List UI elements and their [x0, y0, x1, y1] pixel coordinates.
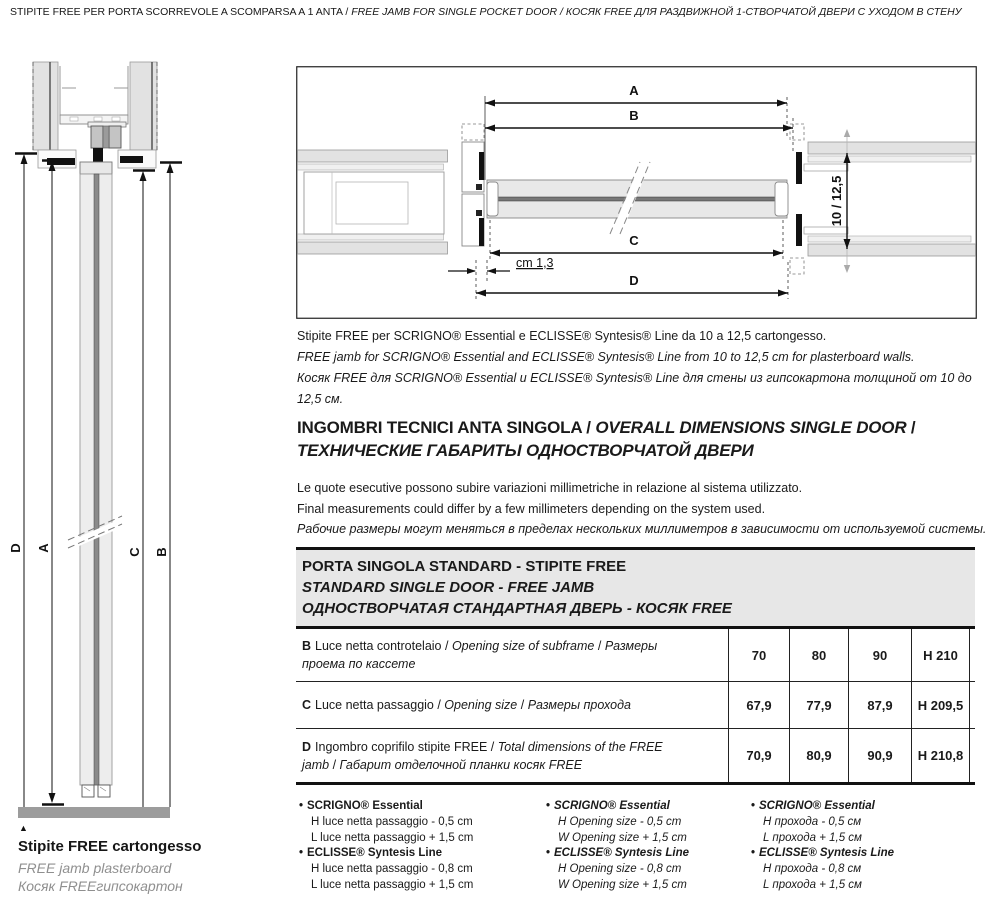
row-label-it: Ingombro coprifilo stipite FREE: [315, 739, 488, 754]
value-cell: H 210: [911, 629, 970, 681]
separator: /: [342, 6, 352, 18]
row-letter: D: [302, 739, 312, 754]
roller-wheel: [91, 126, 103, 148]
vertical-section-drawing: [8, 58, 203, 898]
wall-left: [33, 62, 58, 150]
footnote-line: H прохода - 0,5 см: [763, 815, 862, 828]
dim-label-a: A: [629, 83, 639, 98]
dim-label-c: C: [629, 233, 639, 248]
door-end-cap-right: [775, 182, 788, 216]
dim-label-a: A: [36, 543, 51, 553]
value-cell: 77,9: [789, 682, 848, 728]
footnote-line: L luce netta passaggio + 1,5 cm: [311, 831, 474, 844]
seal-strip: [479, 218, 484, 246]
footnote-brand: SCRIGNO® Essential: [554, 800, 670, 812]
value-cell: 70: [728, 629, 789, 681]
row-letter: B: [302, 639, 312, 653]
pocket-wall-bottom: [298, 242, 448, 254]
band-en: STANDARD SINGLE DOOR - FREE JAMB: [302, 579, 595, 596]
separator: /: [329, 757, 340, 772]
dim-label-c: C: [127, 547, 142, 557]
footnote-title: [751, 799, 987, 815]
door-top-rail: [80, 162, 112, 174]
dim-label-d: D: [629, 273, 639, 288]
footnote-brand: SCRIGNO® Essential: [307, 800, 423, 812]
bullet-icon: •: [546, 847, 551, 860]
jamb-caption-part: cartongesso: [108, 838, 202, 855]
footnote-title: [299, 846, 544, 862]
footnote-brand: ECLISSE® Syntesis Line: [554, 847, 690, 860]
value-cell: H 209,5: [911, 682, 970, 728]
separator: /: [433, 698, 445, 712]
value-cell: 90: [848, 629, 911, 681]
door-core-plan: [487, 197, 787, 201]
page-title-en: FREE JAMB FOR SINGLE POCKET DOOR: [351, 6, 558, 18]
horizontal-section-drawing: [296, 66, 977, 319]
bullet-icon: •: [751, 847, 756, 860]
wall-top: [808, 142, 976, 154]
jamb-caption-it: [18, 838, 201, 855]
row-label-ru: Размеры проема по кассете: [302, 639, 658, 671]
dim-label-b: B: [629, 108, 639, 123]
seal-strip: [479, 152, 484, 180]
caption-en: FREE jamb for SCRIGNO® Essential and ECLISSE® Syntesis® Line from 10 to 12,5 cm for plasterboard walls.: [297, 350, 915, 364]
door-end-cap-left: [487, 182, 498, 216]
separator: /: [517, 698, 528, 712]
table-title-band: [296, 547, 975, 629]
floor-marker-icon: ▲: [19, 823, 28, 833]
row-label-en: Opening size of subframe: [451, 639, 595, 653]
footnote-line: W Opening size + 1,5 cm: [558, 831, 687, 844]
row-letter: C: [302, 698, 312, 712]
row-label-en: Total dimensions of the FREE jamb: [302, 739, 663, 772]
footnote-line: H luce netta passaggio - 0,8 cm: [311, 863, 473, 876]
bullet-icon: •: [546, 800, 551, 812]
footnote-line: L прохода + 1,5 см: [763, 831, 862, 844]
row-label-en: Opening size: [444, 698, 518, 712]
page-title-it: STIPITE FREE PER PORTA SCORREVOLE A SCOMPARSA A 1 ANTA: [10, 6, 343, 18]
pocket-wall-top: [298, 150, 448, 162]
bullet-icon: •: [299, 847, 304, 860]
separator: /: [581, 418, 596, 437]
footnote-line: L luce netta passaggio + 1,5 cm: [311, 878, 474, 891]
separator: /: [487, 739, 498, 754]
page-title-ru: КОСЯК FREE ДЛЯ РАЗДВИЖНОЙ 1-СТВОРЧАТОЙ ДВЕРИ С УХОДОМ В СТЕНУ: [565, 6, 962, 18]
row-label: [296, 729, 728, 782]
caption-it: Stipite FREE per SCRIGNO® Essential e ECLISSE® Syntesis® Line da 10 a 12,5 cartongesso.: [297, 329, 827, 343]
door-core: [94, 174, 99, 785]
footnote-brand: SCRIGNO® Essential: [759, 800, 875, 812]
band-it: PORTA SINGOLA STANDARD - STIPITE FREE: [302, 558, 627, 575]
floor-guide: [98, 785, 110, 797]
footnote-title: [751, 846, 987, 862]
dim-label-d: D: [8, 543, 23, 553]
roller-wheel: [109, 126, 121, 148]
dimensions-table: [296, 547, 975, 785]
separator: /: [594, 639, 605, 653]
value-cell: 80,9: [789, 729, 848, 782]
value-cell: 67,9: [728, 682, 789, 728]
value-cell: 70,9: [728, 729, 789, 782]
footnote-line: W Opening size + 1,5 cm: [558, 878, 687, 891]
separator: /: [557, 6, 566, 18]
jamb-caption-part: Stipite: [18, 838, 69, 855]
dim-label-wall-thickness: 10 / 12,5: [829, 175, 844, 227]
dim-label-cm13: cm 1,3: [516, 256, 554, 270]
row-label-it: Luce netta passaggio: [315, 698, 434, 712]
footnote-title: [299, 799, 544, 815]
seal-strip: [796, 214, 802, 246]
row-label-it: Luce netta controtelaio: [315, 639, 442, 653]
seal-strip: [796, 152, 802, 184]
table-row: [296, 729, 975, 785]
page-title: [10, 6, 980, 18]
note-it: Le quote esecutive possono subire variazioni millimetriche in relazione al sistema utilizzato.: [297, 481, 803, 495]
jamb-caption-ru: Косяк FREEгипсокартон: [18, 878, 183, 894]
separator: /: [441, 639, 452, 653]
note-en: Final measurements could differ by a few millimeters depending on the system used.: [297, 501, 766, 516]
bullet-icon: •: [751, 800, 756, 812]
dim-label-b: B: [154, 547, 169, 557]
row-label: [296, 629, 728, 681]
footnote-brand: ECLISSE® Syntesis Line: [759, 847, 895, 860]
heading-it: INGOMBRI TECNICI ANTA SINGOLA: [297, 418, 582, 437]
row-label: [296, 682, 728, 728]
tolerance-notes: [297, 478, 987, 540]
row-label-ru: Габарит отделочной планки косяк FREE: [339, 757, 583, 772]
caption-ru: Косяк FREE для SCRIGNO® Essential и ECLISSE® Syntesis® Line для стены из гипсокартона толщиной от 10 до 12,5 см.: [297, 371, 972, 406]
value-cell: 90,9: [848, 729, 911, 782]
separator: /: [906, 418, 916, 437]
jamb-caption-en: FREE jamb plasterboard: [18, 860, 172, 876]
heading-ru: ТЕХНИЧЕСКИЕ ГАБАРИТЫ ОДНОСТВОРЧАТОЙ ДВЕРИ: [297, 441, 754, 460]
value-cell: H 210,8: [911, 729, 970, 782]
footnote-line: H прохода - 0,8 см: [763, 863, 862, 876]
table-row: [296, 682, 975, 729]
section-heading: [297, 416, 987, 462]
footnote-column-it: [299, 799, 544, 894]
drawing-caption: [297, 326, 977, 410]
footnote-line: H luce netta passaggio - 0,5 cm: [311, 815, 473, 828]
note-ru: Рабочие размеры могут меняться в пределах нескольких миллиметров в зависимости от используемой системы.: [297, 522, 987, 536]
table-row: [296, 629, 975, 682]
bullet-icon: •: [299, 800, 304, 812]
value-cell: 87,9: [848, 682, 911, 728]
value-cell: 80: [789, 629, 848, 681]
floor: [18, 807, 170, 818]
footnote-line: H Opening size - 0,8 cm: [558, 863, 682, 876]
band-ru: ОДНОСТВОРЧАТАЯ СТАНДАРТНАЯ ДВЕРЬ - КОСЯК FREE: [302, 600, 732, 617]
floor-guide: [82, 785, 94, 797]
jamb-caption-free: FREE: [68, 838, 109, 855]
footnote-column-ru: [751, 799, 987, 894]
footnote-brand: ECLISSE® Syntesis Line: [307, 847, 443, 860]
seal-right: [120, 156, 143, 163]
heading-en: OVERALL DIMENSIONS SINGLE DOOR: [595, 418, 907, 437]
wall-right: [130, 62, 157, 150]
row-label-ru: Размеры прохода: [527, 698, 631, 712]
footnote-line: H Opening size - 0,5 cm: [558, 815, 682, 828]
wall-bottom: [808, 244, 976, 256]
footnote-line: L прохода + 1,5 см: [763, 878, 862, 891]
